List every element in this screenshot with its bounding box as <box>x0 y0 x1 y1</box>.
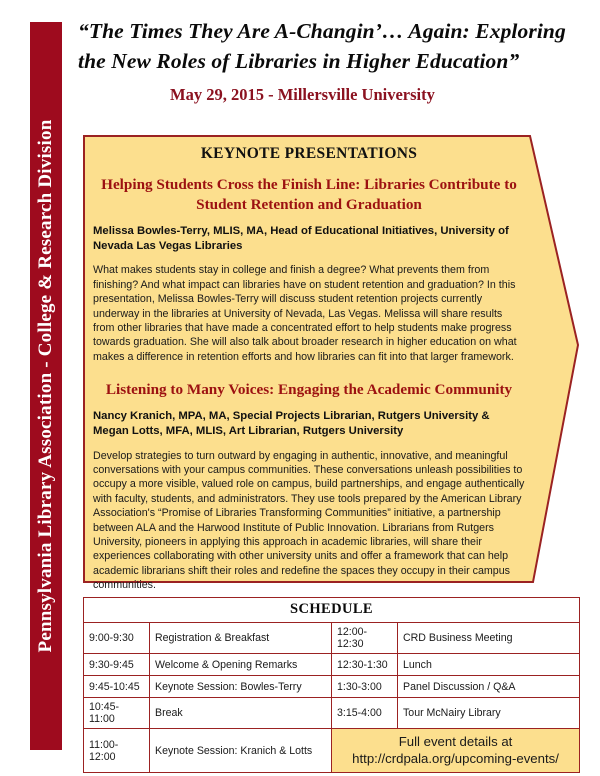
table-row <box>84 676 580 698</box>
event-details-label: Full event details at <box>398 733 513 749</box>
event-title: “The Times They Are A-Changin’… Again: Exploring the New Roles of Libraries in Higher Education” <box>78 19 566 74</box>
schedule-item-morning: Keynote Session: Bowles-Terry <box>150 676 332 698</box>
schedule-item-afternoon: CRD Business Meeting <box>398 623 580 654</box>
schedule-item-morning: Keynote Session: Kranich & Lotts <box>150 729 332 773</box>
organization-banner-label: Pennsylvania Library Association - College & Research Division <box>35 119 56 653</box>
schedule-item-morning: Registration & Breakfast <box>150 623 332 654</box>
table-row <box>84 698 580 729</box>
schedule-time-morning: 9:30-9:45 <box>84 654 150 676</box>
keynote-panel-content <box>93 143 525 592</box>
session-2-title: Listening to Many Voices: Engaging the Academic Community <box>105 381 513 399</box>
schedule-table <box>83 597 580 773</box>
table-row <box>84 623 580 654</box>
schedule-time-afternoon: 1:30-3:00 <box>332 676 398 698</box>
schedule-time-afternoon: 12:30-1:30 <box>332 654 398 676</box>
session-1-title: Helping Students Cross the Finish Line: Libraries Contribute to Student Retention and Graduation <box>101 176 517 214</box>
schedule-item-morning: Break <box>150 698 332 729</box>
event-details-promo[interactable] <box>332 729 580 773</box>
schedule-time-morning: 10:45-11:00 <box>84 698 150 729</box>
session-1-speakers: Melissa Bowles-Terry, MLIS, MA, Head of Educational Initiatives, University of Nevada Las Vegas Libraries <box>93 225 509 252</box>
session-1-abstract: What makes students stay in college and finish a degree? What prevents them from finishing? And what impact can libraries have on student retention and graduation? In this presentation, Melissa Bowles-Terry will discuss student retention projects currently underway in the libraries at University of Nevada, Las Vegas. Melissa will share results from other libraries that have made a concentrated effort to help students make progress towards graduation. She will also talk about broader research in higher education on what makes a difference in retention efforts and how libraries can fit into that larger framework. <box>93 264 517 363</box>
schedule-time-morning: 9:00-9:30 <box>84 623 150 654</box>
table-row <box>84 654 580 676</box>
event-date-venue: May 29, 2015 - Millersville University <box>170 85 435 105</box>
schedule-body <box>84 623 580 773</box>
schedule-item-afternoon: Tour McNairy Library <box>398 698 580 729</box>
schedule-time-morning: 11:00-12:00 <box>84 729 150 773</box>
keynote-presentations-panel <box>83 135 579 592</box>
keynote-section-heading: KEYNOTE PRESENTATIONS <box>200 145 418 162</box>
session-2-speakers: Nancy Kranich, MPA, MA, Special Projects Librarian, Rutgers University & Megan Lotts, MFA, MLIS, Art Librarian, Rutgers University <box>93 410 490 437</box>
schedule-item-afternoon: Panel Discussion / Q&A <box>398 676 580 698</box>
schedule-item-afternoon: Lunch <box>398 654 580 676</box>
event-details-url[interactable]: http://crdpala.org/upcoming-events/ <box>352 750 559 766</box>
session-2-abstract: Develop strategies to turn outward by engaging in authentic, innovative, and meaningful conversations with your campus communities. These conversations unleash possibilities to occupy a more visible, valued role on campus, build partnerships, and engage authentically with faculty, students, and administrators. They use tools prepared by the American Library Association's “Promise of Libraries Transforming Communities” initiative, a partnership between ALA and the Harwood Institute of Public Innovation. Librarians from Rutgers University, pioneers in applying this approach in academic libraries, will share their experiences collaborating with other university units and offer a framework that can help academic librarians shift their roles and redefine the spaces they occupy in their campus communities. <box>93 449 525 592</box>
schedule-time-afternoon: 12:00-12:30 <box>332 623 398 654</box>
table-row <box>84 729 580 773</box>
schedule-time-afternoon: 3:15-4:00 <box>332 698 398 729</box>
schedule-item-morning: Welcome & Opening Remarks <box>150 654 332 676</box>
schedule-caption: SCHEDULE <box>84 598 580 623</box>
flyer-header <box>78 16 578 105</box>
schedule-caption-row <box>84 598 580 623</box>
schedule-time-morning: 9:45-10:45 <box>84 676 150 698</box>
organization-banner <box>30 22 62 750</box>
